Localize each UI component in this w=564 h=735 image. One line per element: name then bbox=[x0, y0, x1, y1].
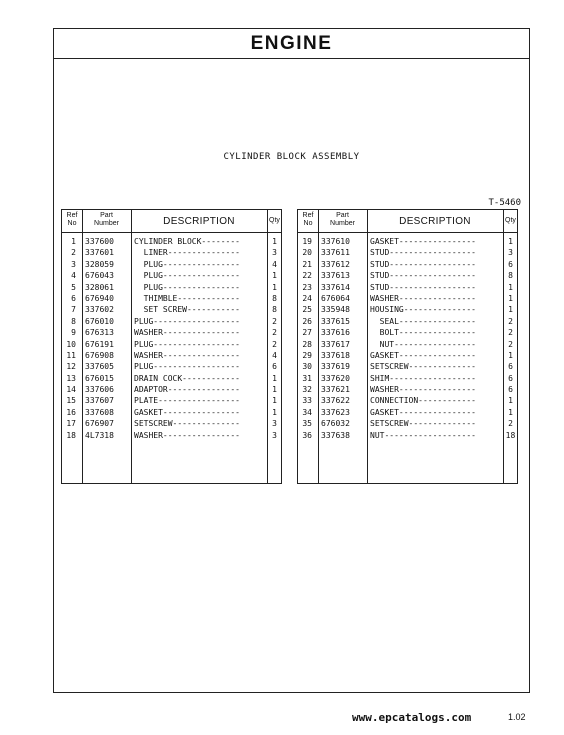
ref-no-cell: 7 bbox=[71, 305, 76, 315]
qty-cell: 6 bbox=[508, 373, 513, 383]
parts-table-right bbox=[297, 209, 518, 484]
qty-cell: 1 bbox=[272, 396, 277, 406]
qty-cell: 3 bbox=[272, 430, 277, 440]
part-number-cell: 337602 bbox=[85, 305, 114, 315]
table-header bbox=[298, 210, 517, 233]
part-number-cell: 337612 bbox=[321, 259, 350, 269]
part-number-cell: 676010 bbox=[85, 316, 114, 326]
title-bar bbox=[54, 29, 529, 59]
table-row bbox=[62, 350, 281, 361]
description-cell: CONNECTION------------ bbox=[370, 396, 476, 406]
description-cell: PLUG------------------ bbox=[134, 316, 240, 326]
table-row bbox=[62, 293, 281, 304]
ref-no-cell: 31 bbox=[302, 373, 312, 383]
description-cell: THIMBLE------------- bbox=[134, 293, 240, 303]
table-row bbox=[298, 247, 517, 258]
ref-no-cell: 32 bbox=[302, 385, 312, 395]
description-cell: PLUG------------------ bbox=[134, 362, 240, 372]
qty-cell: 1 bbox=[508, 237, 513, 246]
ref-no-cell: 4 bbox=[71, 271, 76, 281]
part-number-cell: 337638 bbox=[321, 430, 350, 440]
ref-no-cell: 1 bbox=[71, 237, 76, 246]
part-number-cell: 337613 bbox=[321, 271, 350, 281]
description-cell: GASKET---------------- bbox=[370, 350, 476, 360]
table-row bbox=[298, 384, 517, 395]
qty-cell: 1 bbox=[272, 407, 277, 417]
qty-cell: 6 bbox=[508, 259, 513, 269]
description-cell: LINER--------------- bbox=[134, 248, 240, 258]
ref-no-cell: 33 bbox=[302, 396, 312, 406]
table-header bbox=[62, 210, 281, 233]
description-cell: SETSCREW-------------- bbox=[370, 419, 476, 429]
page-title: ENGINE bbox=[250, 33, 333, 54]
table-row bbox=[298, 407, 517, 418]
parts-table-left bbox=[61, 209, 282, 484]
qty-header: Qty bbox=[505, 217, 516, 224]
qty-cell: 2 bbox=[272, 328, 277, 338]
description-cell: SEAL---------------- bbox=[370, 316, 476, 326]
table-row bbox=[62, 373, 281, 384]
ref-no-cell: 16 bbox=[66, 407, 76, 417]
part-number-cell: 337600 bbox=[85, 237, 114, 246]
part-number-cell: 337617 bbox=[321, 339, 350, 349]
table-row bbox=[298, 395, 517, 406]
part-number-cell: 337606 bbox=[85, 385, 114, 395]
part-number-cell: 337615 bbox=[321, 316, 350, 326]
description-cell: DRAIN COCK------------ bbox=[134, 373, 240, 383]
part-number-cell: 337611 bbox=[321, 248, 350, 258]
qty-cell: 1 bbox=[508, 396, 513, 406]
description-cell: NUT----------------- bbox=[370, 339, 476, 349]
description-cell: WASHER---------------- bbox=[370, 385, 476, 395]
description-cell: PLUG---------------- bbox=[134, 259, 240, 269]
description-cell: SET SCREW----------- bbox=[134, 305, 240, 315]
table-row bbox=[298, 293, 517, 304]
table-row bbox=[62, 418, 281, 429]
table-row bbox=[298, 259, 517, 270]
table-row bbox=[62, 361, 281, 372]
description-cell: ADAPTOR--------------- bbox=[134, 385, 240, 395]
qty-cell: 3 bbox=[508, 248, 513, 258]
table-row bbox=[62, 384, 281, 395]
description-cell: NUT------------------- bbox=[370, 430, 476, 440]
description-cell: WASHER---------------- bbox=[134, 328, 240, 338]
ref-no-cell: 11 bbox=[66, 350, 76, 360]
part-number-cell: 676191 bbox=[85, 339, 114, 349]
part-number-cell: 337616 bbox=[321, 328, 350, 338]
ref-no-cell: 19 bbox=[302, 237, 312, 246]
table-row bbox=[298, 339, 517, 350]
ref-no-cell: 28 bbox=[302, 339, 312, 349]
ref-no-cell: 24 bbox=[302, 293, 312, 303]
qty-cell: 6 bbox=[508, 385, 513, 395]
qty-cell: 1 bbox=[508, 350, 513, 360]
ref-no-cell: 23 bbox=[302, 282, 312, 292]
ref-no-cell: 5 bbox=[71, 282, 76, 292]
description-cell: WASHER---------------- bbox=[134, 350, 240, 360]
part-number-cell: 4L7318 bbox=[85, 430, 114, 440]
table-row bbox=[298, 373, 517, 384]
qty-cell: 4 bbox=[272, 259, 277, 269]
description-cell: BOLT---------------- bbox=[370, 328, 476, 338]
qty-cell: 2 bbox=[272, 339, 277, 349]
part-number-cell: 676043 bbox=[85, 271, 114, 281]
description-cell: GASKET---------------- bbox=[370, 407, 476, 417]
part-number-cell: 676313 bbox=[85, 328, 114, 338]
description-cell: STUD------------------ bbox=[370, 259, 476, 269]
qty-cell: 2 bbox=[508, 328, 513, 338]
part-number-cell: 676032 bbox=[321, 419, 350, 429]
table-row bbox=[298, 361, 517, 372]
qty-cell: 18 bbox=[505, 430, 516, 440]
part-number-cell: 337619 bbox=[321, 362, 350, 372]
table-row bbox=[62, 247, 281, 258]
qty-cell: 6 bbox=[272, 362, 277, 372]
table-row bbox=[62, 395, 281, 406]
table-row bbox=[298, 350, 517, 361]
part-number-cell: 676015 bbox=[85, 373, 114, 383]
website-watermark: www.epcatalogs.com bbox=[352, 711, 472, 724]
ref-no-cell: 12 bbox=[66, 362, 76, 372]
qty-cell: 8 bbox=[272, 293, 277, 303]
ref-no-cell: 26 bbox=[302, 316, 312, 326]
ref-no-cell: 8 bbox=[71, 316, 76, 326]
qty-cell: 1 bbox=[272, 385, 277, 395]
qty-cell: 4 bbox=[272, 350, 277, 360]
ref-no-cell: 36 bbox=[302, 430, 312, 440]
figure-code: T-5460 bbox=[488, 198, 521, 208]
ref-no-cell: 18 bbox=[66, 430, 76, 440]
part-number-cell: 337621 bbox=[321, 385, 350, 395]
ref-no-cell: 13 bbox=[66, 373, 76, 383]
table-row bbox=[62, 339, 281, 350]
description-cell: WASHER---------------- bbox=[370, 293, 476, 303]
table-row bbox=[62, 304, 281, 315]
ref-no-cell: 20 bbox=[302, 248, 312, 258]
table-row bbox=[298, 304, 517, 315]
part-number-cell: 335948 bbox=[321, 305, 350, 315]
part-number-cell: 337618 bbox=[321, 350, 350, 360]
ref-no-cell: 2 bbox=[71, 248, 76, 258]
ref-no-cell: 25 bbox=[302, 305, 312, 315]
ref-no-cell: 6 bbox=[71, 293, 76, 303]
description-cell: WASHER---------------- bbox=[134, 430, 240, 440]
qty-cell: 2 bbox=[272, 316, 277, 326]
page-frame bbox=[53, 28, 530, 693]
part-number-cell: 676907 bbox=[85, 419, 114, 429]
part-number-cell: 337610 bbox=[321, 237, 350, 246]
ref-no-cell: 3 bbox=[71, 259, 76, 269]
qty-cell: 3 bbox=[272, 248, 277, 258]
part-number-cell: 328061 bbox=[85, 282, 114, 292]
description-cell: CYLINDER BLOCK-------- bbox=[134, 237, 240, 246]
part-number-header: Part Number bbox=[330, 212, 355, 227]
description-cell: SETSCREW-------------- bbox=[370, 362, 476, 372]
ref-no-cell: 9 bbox=[71, 328, 76, 338]
part-number-cell: 337601 bbox=[85, 248, 114, 258]
part-number-header: Part Number bbox=[94, 212, 119, 227]
description-header: DESCRIPTION bbox=[163, 216, 235, 227]
table-row bbox=[298, 316, 517, 327]
table-row bbox=[62, 407, 281, 418]
description-cell: GASKET---------------- bbox=[134, 407, 240, 417]
table-row bbox=[62, 316, 281, 327]
qty-cell: 1 bbox=[508, 305, 513, 315]
part-number-cell: 337622 bbox=[321, 396, 350, 406]
ref-no-cell: 17 bbox=[66, 419, 76, 429]
description-cell: PLATE----------------- bbox=[134, 396, 240, 406]
description-cell: STUD------------------ bbox=[370, 271, 476, 281]
description-cell: SETSCREW-------------- bbox=[134, 419, 240, 429]
description-cell: HOUSING--------------- bbox=[370, 305, 476, 315]
part-number-cell: 676064 bbox=[321, 293, 350, 303]
qty-cell: 1 bbox=[272, 271, 277, 281]
table-body bbox=[62, 236, 281, 441]
part-number-cell: 676908 bbox=[85, 350, 114, 360]
qty-cell: 8 bbox=[508, 271, 513, 281]
description-cell: STUD------------------ bbox=[370, 282, 476, 292]
table-row bbox=[62, 327, 281, 338]
assembly-title: CYLINDER BLOCK ASSEMBLY bbox=[223, 152, 360, 162]
part-number-cell: 676940 bbox=[85, 293, 114, 303]
description-cell: PLUG---------------- bbox=[134, 282, 240, 292]
part-number-cell: 337620 bbox=[321, 373, 350, 383]
qty-cell: 1 bbox=[508, 407, 513, 417]
part-number-cell: 337607 bbox=[85, 396, 114, 406]
ref-no-cell: 30 bbox=[302, 362, 312, 372]
qty-cell: 1 bbox=[508, 282, 513, 292]
qty-cell: 1 bbox=[508, 293, 513, 303]
qty-cell: 1 bbox=[272, 373, 277, 383]
table-row bbox=[298, 282, 517, 293]
table-row bbox=[62, 270, 281, 281]
description-cell: SHIM------------------ bbox=[370, 373, 476, 383]
qty-cell: 3 bbox=[272, 419, 277, 429]
table-row bbox=[62, 259, 281, 270]
qty-cell: 1 bbox=[272, 237, 277, 246]
description-cell: PLUG---------------- bbox=[134, 271, 240, 281]
ref-no-cell: 35 bbox=[302, 419, 312, 429]
qty-cell: 2 bbox=[508, 419, 513, 429]
qty-cell: 1 bbox=[272, 282, 277, 292]
table-row bbox=[62, 236, 281, 247]
ref-no-cell: 14 bbox=[66, 385, 76, 395]
qty-cell: 2 bbox=[508, 316, 513, 326]
table-row bbox=[298, 270, 517, 281]
description-cell: STUD------------------ bbox=[370, 248, 476, 258]
description-cell: GASKET---------------- bbox=[370, 237, 476, 246]
table-body bbox=[298, 236, 517, 441]
part-number-cell: 337623 bbox=[321, 407, 350, 417]
table-row bbox=[62, 282, 281, 293]
part-number-cell: 337614 bbox=[321, 282, 350, 292]
ref-no-cell: 21 bbox=[302, 259, 312, 269]
ref-no-header: Ref No bbox=[302, 212, 314, 227]
table-row bbox=[62, 430, 281, 441]
part-number-cell: 337608 bbox=[85, 407, 114, 417]
ref-no-cell: 29 bbox=[302, 350, 312, 360]
ref-no-cell: 34 bbox=[302, 407, 312, 417]
ref-no-cell: 22 bbox=[302, 271, 312, 281]
ref-no-header: Ref No bbox=[66, 212, 78, 227]
table-row bbox=[298, 327, 517, 338]
description-header: DESCRIPTION bbox=[399, 216, 471, 227]
table-row bbox=[298, 430, 517, 441]
qty-cell: 8 bbox=[272, 305, 277, 315]
qty-cell: 6 bbox=[508, 362, 513, 372]
ref-no-cell: 27 bbox=[302, 328, 312, 338]
part-number-cell: 328059 bbox=[85, 259, 114, 269]
table-row bbox=[298, 418, 517, 429]
qty-cell: 2 bbox=[508, 339, 513, 349]
ref-no-cell: 10 bbox=[66, 339, 76, 349]
part-number-cell: 337605 bbox=[85, 362, 114, 372]
qty-header: Qty bbox=[269, 217, 280, 224]
description-cell: PLUG------------------ bbox=[134, 339, 240, 349]
page-number: 1.02 bbox=[508, 712, 526, 722]
table-row bbox=[298, 236, 517, 247]
ref-no-cell: 15 bbox=[66, 396, 76, 406]
